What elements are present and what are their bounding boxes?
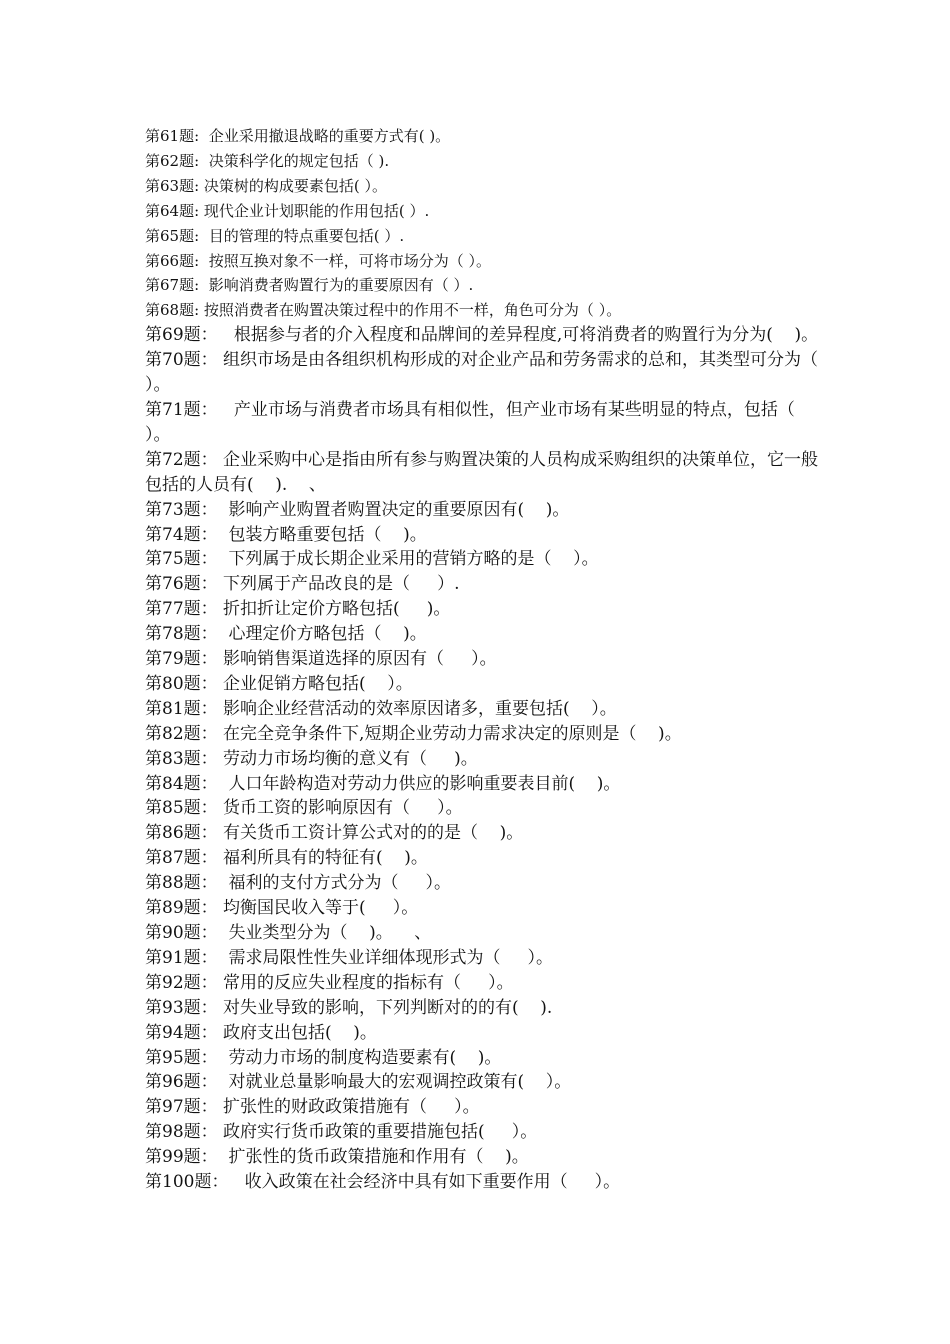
question-number: 第84题： [145, 773, 218, 794]
question-item [145, 846, 825, 871]
question-item [145, 348, 846, 398]
question-number: 第94题： [145, 1022, 218, 1043]
question-item [145, 821, 825, 846]
question-item [145, 149, 825, 174]
question-number: 第66题: [145, 251, 200, 270]
question-text: 需求局限性性失业详细体现形式为（ ）。 [217, 947, 553, 968]
question-text: 失业类型分为（ )。 、 [217, 923, 432, 943]
question-item [145, 199, 825, 224]
question-item [145, 996, 825, 1021]
question-number: 第70题： [145, 350, 218, 371]
question-text: 组织市场是由各组织机构形成的对企业产品和劳务需求的总和，其类型可分为（ ）。 [145, 350, 846, 396]
question-number: 第69题： [145, 325, 218, 346]
question-item [145, 572, 825, 597]
question-number: 第92题： [145, 972, 218, 993]
question-item [145, 921, 825, 946]
question-text: 影响企业经营活动的效率原因诸多，重要包括( ）。 [217, 698, 617, 719]
question-number: 第74题： [145, 524, 218, 545]
question-text: 企业促销方略包括( ）。 [217, 673, 413, 694]
question-number: 第65题: [145, 226, 200, 245]
question-number: 第88题： [145, 873, 218, 894]
question-text: 劳动力市场均衡的意义有（ )。 [217, 748, 478, 769]
question-number: 第98题： [145, 1122, 218, 1143]
question-item [145, 1170, 825, 1195]
question-list [145, 124, 846, 1195]
question-number: 第82题： [145, 723, 218, 744]
question-number: 第63题: [145, 176, 200, 195]
question-text: 扩张性的财政政策措施有（ ）。 [217, 1097, 480, 1118]
question-item [145, 796, 825, 821]
question-item [145, 1145, 825, 1170]
question-item [145, 896, 825, 921]
question-text: 企业采购中心是指由所有参与购置决策的人员构成采购组织的决策单位，它一般包括的人员有( ). 、 [145, 449, 819, 495]
question-item [145, 124, 825, 149]
question-number: 第75题： [145, 549, 218, 570]
question-number: 第79题： [145, 649, 218, 670]
question-text: 现代企业计划职能的作用包括( ）. [199, 201, 430, 220]
question-text: 常用的反应失业程度的指标有（ ）。 [217, 972, 514, 993]
question-number: 第87题： [145, 848, 218, 869]
question-text: 政府支出包括( )。 [217, 1022, 377, 1043]
question-item [145, 597, 825, 622]
question-number: 第67题: [145, 276, 200, 295]
question-text: 有关货币工资计算公式对的的是（ )。 [217, 823, 524, 844]
question-text: 福利的支付方式分为（ ）。 [217, 873, 451, 894]
question-item [145, 398, 825, 448]
question-item [145, 547, 825, 572]
question-number: 第83题： [145, 748, 218, 769]
question-item [145, 174, 825, 199]
question-text: 包装方略重要包括（ )。 [217, 524, 427, 545]
question-number: 第78题： [145, 624, 218, 645]
question-text: 对失业导致的影响，下列判断对的的有( ). [217, 997, 553, 1018]
question-item [145, 323, 825, 348]
question-item [145, 273, 825, 298]
question-number: 第89题： [145, 898, 218, 919]
question-text: 影响销售渠道选择的原因有（ ）。 [217, 649, 497, 670]
question-text: 货币工资的影响原因有（ ）。 [217, 798, 463, 819]
question-item [145, 523, 825, 548]
question-item [145, 498, 825, 523]
question-text: 影响消费者购置行为的重要原因有（ ）. [199, 276, 474, 295]
question-text: 均衡国民收入等于( ）。 [217, 898, 419, 919]
question-item [145, 647, 825, 672]
question-text: 按照消费者在购置决策过程中的作用不一样，角色可分为（ ）。 [199, 301, 622, 320]
question-item [145, 1070, 825, 1095]
question-number: 第95题： [145, 1047, 218, 1068]
question-item [145, 747, 825, 772]
question-number: 第100题： [145, 1172, 229, 1193]
question-number: 第91题： [145, 947, 218, 968]
question-number: 第99题： [145, 1147, 218, 1168]
question-text: 目的管理的特点重要包括( ）. [199, 226, 405, 245]
question-item [145, 1021, 825, 1046]
question-item [145, 971, 825, 996]
question-text: 对就业总量影响最大的宏观调控政策有( ）。 [217, 1072, 572, 1093]
question-item [145, 1046, 825, 1071]
question-number: 第61题: [145, 127, 200, 145]
question-text: 在完全竞争条件下,短期企业劳动力需求决定的原则是（ )。 [217, 723, 682, 744]
question-number: 第64题: [145, 201, 200, 220]
question-number: 第73题： [145, 499, 218, 520]
question-item [145, 946, 825, 971]
question-item [145, 772, 825, 797]
question-item [145, 298, 825, 323]
question-number: 第90题： [145, 923, 218, 943]
question-item [145, 249, 825, 274]
question-item [145, 697, 825, 722]
question-text: 收入政策在社会经济中具有如下重要作用（ ）。 [228, 1172, 621, 1193]
question-number: 第76题： [145, 574, 218, 595]
question-number: 第72题： [145, 449, 218, 470]
question-number: 第86题： [145, 823, 218, 844]
question-number: 第81题： [145, 698, 218, 719]
question-text: 心理定价方略包括（ )。 [217, 624, 427, 645]
question-number: 第68题: [145, 301, 200, 320]
question-item [145, 672, 825, 697]
question-text: 劳动力市场的制度构造要素有( )。 [217, 1047, 502, 1068]
question-item [145, 1095, 825, 1120]
question-text: 决策树的构成要素包括( ）。 [199, 176, 388, 195]
question-item [145, 722, 825, 747]
question-number: 第71题： [145, 399, 218, 420]
question-text: 折扣折让定价方略包括( )。 [217, 599, 451, 620]
question-text: 产业市场与消费者市场具有相似性，但产业市场有某些明显的特点，包括（ ）。 [145, 399, 817, 445]
question-item [145, 448, 825, 498]
question-text: 根据参与者的介入程度和品牌间的差异程度,可将消费者的购置行为分为( )。 [217, 325, 819, 346]
question-text: 下列属于成长期企业采用的营销方略的是（ ）。 [217, 549, 599, 570]
question-number: 第77题： [145, 599, 218, 620]
question-item [145, 224, 825, 249]
question-number: 第97题： [145, 1097, 218, 1118]
question-item [145, 871, 825, 896]
question-number: 第62题: [145, 151, 200, 170]
question-text: 政府实行货币政策的重要措施包括( ）。 [217, 1122, 538, 1143]
question-text: 影响产业购置者购置决定的重要原因有( )。 [217, 499, 570, 520]
question-text: 人口年龄构造对劳动力供应的影响重要表目前( )。 [217, 773, 621, 794]
question-text: 下列属于产品改良的是（ ）. [217, 574, 460, 595]
question-item [145, 1120, 825, 1145]
question-number: 第85题： [145, 798, 218, 819]
question-number: 第93题： [145, 997, 218, 1018]
question-text: 决策科学化的规定包括（ ). [199, 151, 390, 170]
question-text: 扩张性的货币政策措施和作用有（ )。 [217, 1147, 529, 1168]
question-text: 福利所具有的特征有( )。 [217, 848, 428, 869]
question-text: 按照互换对象不一样，可将市场分为（ ）。 [199, 251, 491, 270]
question-text: 企业采用撤退战略的重要方式有( )。 [199, 127, 451, 145]
question-number: 第96题： [145, 1072, 218, 1093]
question-number: 第80题： [145, 673, 218, 694]
question-item [145, 622, 825, 647]
